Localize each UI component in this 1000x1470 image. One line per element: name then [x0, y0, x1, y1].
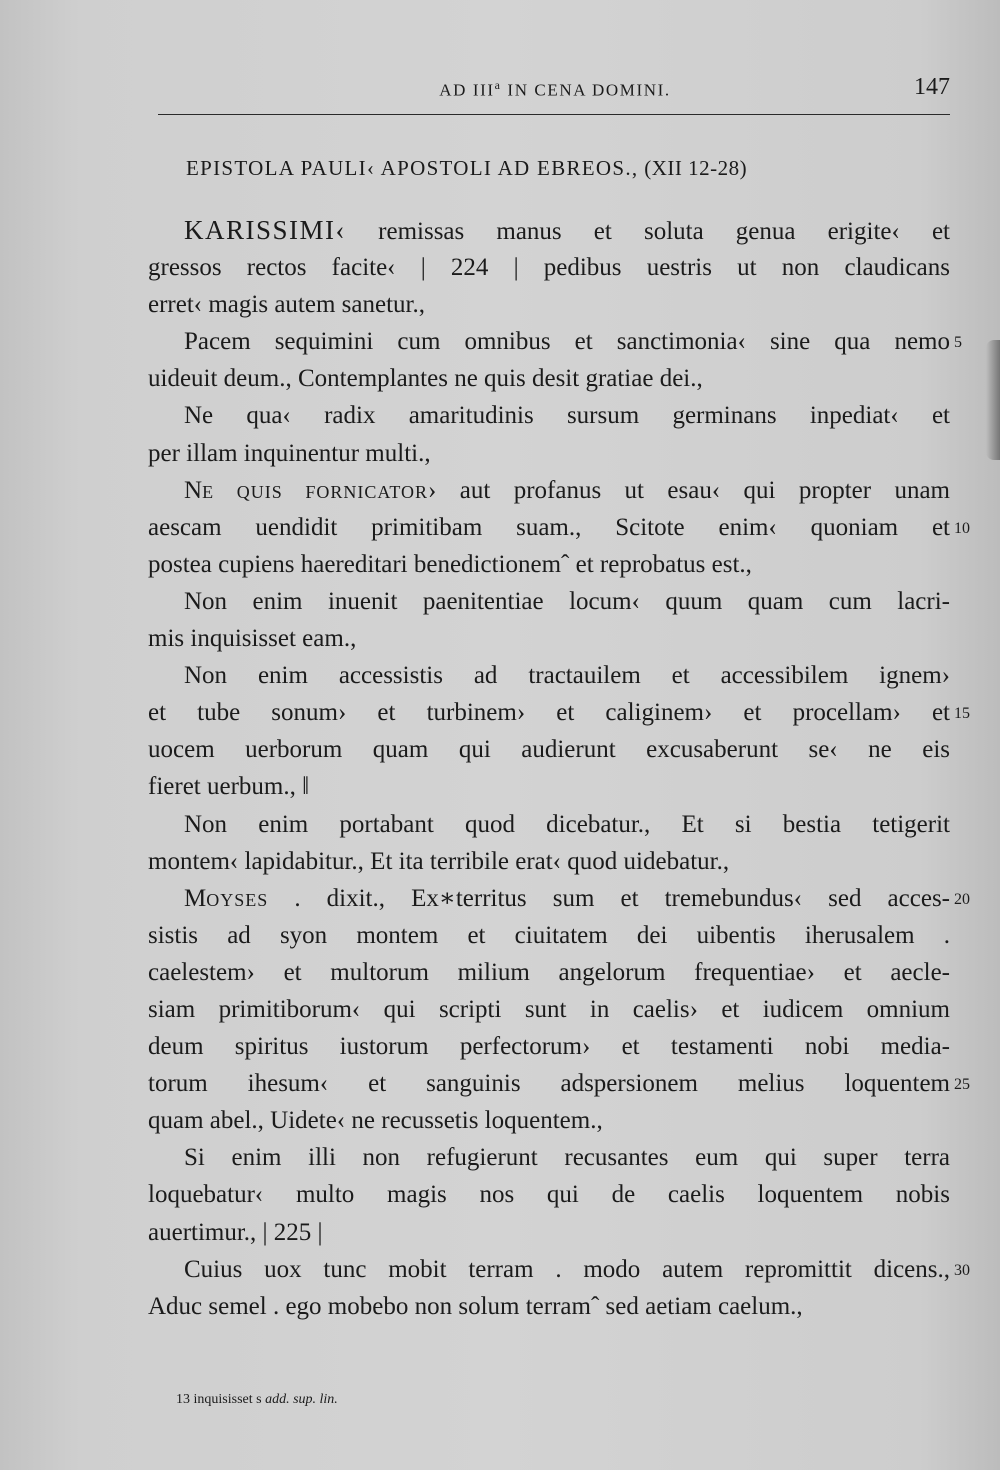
page-edge-shadow [986, 340, 1000, 460]
line-number: 20 [954, 890, 970, 908]
text-run: KARISSIMI‹ [184, 215, 347, 245]
text-line [148, 731, 950, 768]
text-line [148, 1214, 950, 1251]
text-line [148, 1065, 970, 1102]
line-number: 30 [954, 1261, 970, 1279]
text-run: Si enim illi non refugierunt recusantes eum qui super terra [184, 1144, 950, 1172]
text-run: aescam uendidit primitibam suam., Scitote enim‹ quoniam et [148, 513, 950, 541]
text-line [148, 1251, 970, 1288]
text-line [148, 360, 950, 397]
text-line [148, 917, 950, 954]
text-run: Non enim portabant quod dicebatur., Et si bestia tetigerit [184, 810, 950, 838]
text-run: montem‹ lapidabitur., Et ita terribile erat‹ quod uidebatur., [148, 847, 730, 875]
running-title: AD III$^a$ IN CENA DOMINI. [439, 78, 671, 100]
text-line [148, 657, 950, 694]
text-line [148, 694, 970, 731]
text-run: fieret uerbum., ‖ [148, 773, 310, 801]
text-line [148, 768, 950, 805]
text-run: remissas manus et soluta genua erigite‹ et [346, 218, 950, 245]
text-line [148, 991, 950, 1028]
text-line [148, 435, 950, 472]
text-line [148, 1028, 950, 1065]
text-run: quam abel., Uidete‹ ne recussetis loquentem., [148, 1107, 603, 1135]
text-run: caelestem› et multorum milium angelorum frequentiae› et aecle- [148, 958, 950, 986]
text-line [148, 212, 950, 249]
header-rule [158, 114, 950, 115]
running-head [160, 74, 950, 104]
text-run: uocem uerborum quam qui audierunt excusaberunt se‹ ne eis [148, 736, 950, 764]
line-number: 5 [954, 334, 962, 352]
text-run: postea cupiens haereditari benedictionemˆ et reprobatus est., [148, 550, 752, 578]
text-line [148, 286, 950, 323]
line-number: 10 [954, 519, 970, 537]
section-reference: (XII 12-28) [638, 156, 748, 180]
text-run: deum spiritus iustorum perfectorum› et testamenti nobi media- [148, 1033, 950, 1061]
text-line [148, 323, 962, 360]
text-run: E QUIS FORNICATOR [202, 481, 429, 502]
text-run: per illam inquinentur multi., [148, 439, 431, 467]
text-run: . dixit., Ex∗territus sum et tremebundus‹ sed acces- [268, 884, 950, 912]
text-line [148, 1139, 950, 1176]
text-line [148, 583, 950, 620]
text-line [148, 249, 950, 286]
line-number: 15 [954, 705, 970, 723]
section-heading [186, 156, 946, 181]
text-line [148, 880, 970, 917]
text-line [148, 397, 950, 434]
text-line [148, 1102, 950, 1139]
text-run: Aduc semel . ego mobebo non solum terramˆ sed aetiam caelum., [148, 1292, 803, 1320]
text-run: siam primitiborum‹ qui scripti sunt in caelis› et iudicem omnium [148, 995, 950, 1023]
text-run: gressos rectos facite‹ | 224 | pedibus uestris ut non claudicans [148, 254, 950, 282]
section-title: EPISTOLA PAULI‹ APOSTOLI AD EBREOS., [186, 156, 639, 180]
page-number: 147 [914, 74, 950, 100]
text-line [148, 546, 950, 583]
text-run: OYSES [206, 889, 269, 910]
text-line [148, 620, 950, 657]
text-run: mis inquisisset eam., [148, 625, 357, 653]
text-run: Non enim accessistis ad tractauilem et accessibilem ignem› [184, 662, 950, 690]
text-run: Cuius uox tunc mobit terram . modo autem repromittit dicens., [184, 1255, 950, 1283]
line-number: 25 [954, 1076, 970, 1094]
text-run: M [184, 884, 207, 912]
text-line [148, 509, 970, 546]
text-run: erret‹ magis autem sanetur., [148, 291, 425, 319]
text-run: auertimur., | 225 | [148, 1218, 323, 1246]
text-body [148, 212, 970, 1325]
text-line [148, 954, 950, 991]
text-run: Ne qua‹ radix amaritudinis sursum germinans inpediat‹ et [184, 402, 950, 430]
text-run: torum ihesum‹ et sanguinis adspersionem melius loquentem [148, 1070, 950, 1098]
text-run: sistis ad syon montem et ciuitatem dei uibentis iherusalem . [148, 921, 950, 949]
text-run: uideuit deum., Contemplantes ne quis desit gratiae dei., [148, 365, 703, 393]
text-line [148, 843, 950, 880]
text-run: N [184, 476, 203, 504]
text-run: › aut profanus ut esau‹ qui propter unam [428, 476, 950, 504]
text-run: Pacem sequimini cum omnibus et sanctimonia‹ sine qua nemo [184, 328, 950, 356]
text-line [148, 806, 950, 843]
text-run: et tube sonum› et turbinem› et caliginem› et procellam› et [148, 699, 950, 727]
footnote: 13 inquisisset s add. sup. lin. [176, 1392, 338, 1407]
text-line [148, 1288, 950, 1325]
text-run: Non enim inuenit paenitentiae locum‹ quum quam cum lacri- [184, 587, 950, 615]
text-line [148, 1176, 950, 1213]
text-run: loquebatur‹ multo magis nos qui de caelis loquentem nobis [148, 1181, 950, 1209]
text-line [148, 472, 950, 509]
